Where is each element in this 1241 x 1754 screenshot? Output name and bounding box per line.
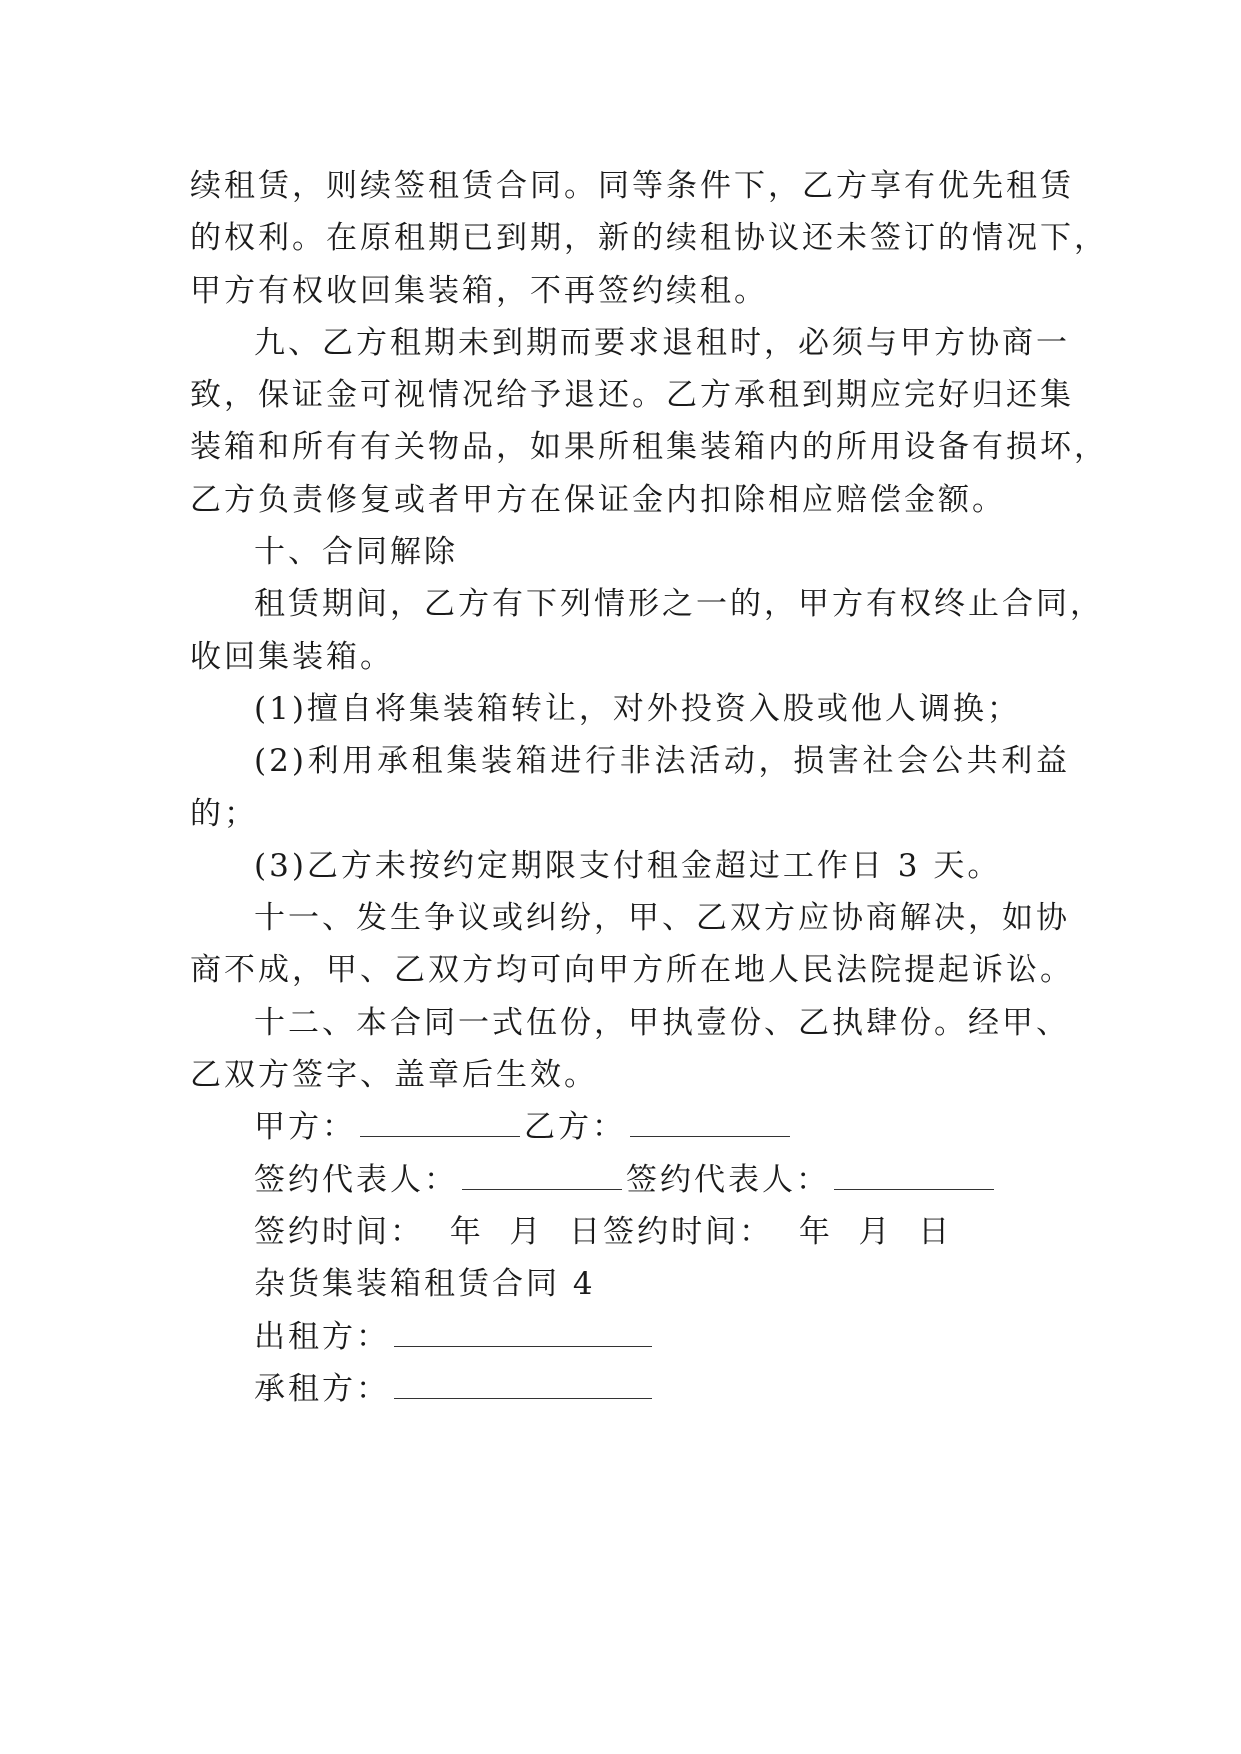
time-b: 签约时间： 年 月 日 — [603, 1213, 953, 1250]
lessor-blank — [394, 1320, 652, 1347]
rep-b-blank — [834, 1163, 994, 1190]
document-body — [190, 160, 1108, 1415]
clause-10-item-2-cont: 的； — [190, 795, 258, 832]
clause-10-item-1: (1)擅自将集装箱转让，对外投资入股或他人调换； — [254, 690, 1021, 727]
clause-10-line: 租赁期间，乙方有下列情形之一的，甲方有权终止合同， — [254, 586, 1104, 623]
clause-10-item-2: (2)利用承租集装箱进行非法活动，损害社会公共利益 — [254, 743, 1070, 780]
paragraph-line: 的权利。在原租期已到期，新的续租协议还未签订的情况下， — [190, 220, 1108, 257]
clause-9-line: 九、乙方租期未到期而要求退租时，必须与甲方协商一 — [254, 324, 1070, 361]
clause-10-item-3: (3)乙方未按约定期限支付租金超过工作日 3 天。 — [254, 847, 1002, 884]
clause-9-line: 致，保证金可视情况给予退还。乙方承租到期应完好归还集 — [190, 377, 1074, 414]
signature-time-row — [190, 1206, 1070, 1258]
lessor-label: 出租方： — [254, 1318, 390, 1355]
clause-12-line: 乙双方签字、盖章后生效。 — [190, 1057, 598, 1094]
clause-11-line: 十一、发生争议或纠纷，甲、乙双方应协商解决，如协 — [254, 900, 1070, 937]
lessee-row — [190, 1363, 1070, 1415]
signature-parties-row — [190, 1101, 1070, 1153]
clause-9-line: 装箱和所有有关物品，如果所租集装箱内的所用设备有损坏， — [190, 429, 1108, 466]
clause-9-line: 乙方负责修复或者甲方在保证金内扣除相应赔偿金额。 — [190, 481, 1006, 518]
rep-a-label: 签约代表人： — [254, 1161, 458, 1198]
clause-10-heading: 十、合同解除 — [254, 534, 458, 571]
signature-reps-row — [190, 1154, 1070, 1206]
lessee-blank — [394, 1372, 652, 1399]
rep-a-blank — [462, 1163, 622, 1190]
time-a: 签约时间： 年 月 日 — [254, 1213, 604, 1250]
next-section-title: 杂货集装箱租赁合同 4 — [254, 1266, 596, 1303]
clause-12-line: 十二、本合同一式伍份，甲执壹份、乙执肆份。经甲、 — [254, 1004, 1070, 1041]
party-b-label: 乙方： — [524, 1109, 626, 1146]
lessor-row — [190, 1311, 1070, 1363]
clause-11-line: 商不成，甲、乙双方均可向甲方所在地人民法院提起诉讼。 — [190, 952, 1074, 989]
party-b-blank — [630, 1110, 790, 1137]
clause-10-line: 收回集装箱。 — [190, 638, 394, 675]
paragraph-line: 续租赁，则续签租赁合同。同等条件下，乙方享有优先租赁 — [190, 168, 1074, 204]
lessee-label: 承租方： — [254, 1370, 390, 1407]
paragraph-line: 甲方有权收回集装箱，不再签约续租。 — [190, 272, 768, 309]
party-a-blank — [360, 1110, 520, 1137]
party-a-label: 甲方： — [254, 1109, 356, 1146]
rep-b-label: 签约代表人： — [626, 1161, 830, 1198]
